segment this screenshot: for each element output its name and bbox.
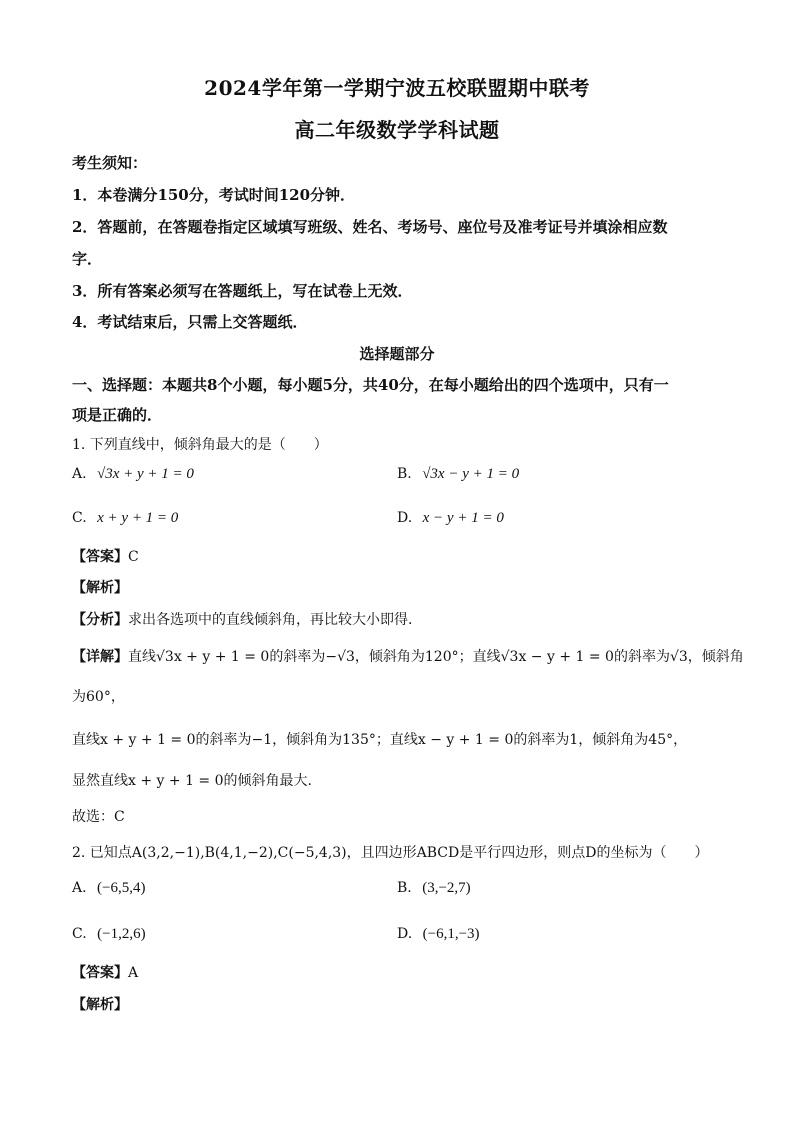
q2-answer-tag: 【答案】	[72, 965, 128, 981]
q1-option-d-label: D.	[397, 510, 413, 526]
q2-option-b-label: B.	[397, 880, 412, 896]
q1-stem: 1. 下列直线中，倾斜角最大的是（ ）	[72, 437, 328, 453]
q1-option-c-text: x + y + 1 = 0	[97, 510, 179, 526]
q1-detail-line-1	[72, 646, 744, 666]
q2-option-d	[397, 926, 480, 943]
q1-option-d-text: x − y + 1 = 0	[422, 510, 504, 526]
q1-conclusion: 故选：C	[72, 809, 125, 825]
notice-item-3: 3．所有答案必须写在答题纸上，写在试卷上无效．	[72, 282, 413, 300]
q1-fenxi-tag: 【分析】	[72, 612, 128, 628]
q2-stem: 2. 已知点A(3,2,−1),B(4,1,−2),C(−5,4,3)，且四边形ABCD是平行四边形，则点D的坐标为（ ）	[72, 845, 709, 861]
q1-option-a-text: √3x + y + 1 = 0	[97, 466, 194, 482]
q2-option-a-label: A.	[72, 880, 87, 896]
q1-detail-line-4: 显然直线x + y + 1 = 0的倾斜角最大.	[72, 773, 312, 789]
q1-detail-line-2: 为60°，	[72, 689, 125, 705]
q1-option-a-label: A.	[72, 466, 87, 482]
section-intro-line-1: 一、选择题：本题共8个小题，每小题5分，共40分，在每小题给出的四个选项中，只有一	[72, 376, 669, 394]
exam-subtitle: 高二年级数学学科试题	[294, 118, 500, 142]
q1-option-a	[72, 466, 194, 483]
q2-option-a-text: (−6,5,4)	[97, 880, 146, 896]
q2-option-d-text: (−6,1,−3)	[422, 926, 480, 942]
q2-option-a	[72, 880, 145, 897]
q1-analysis-tag: 【解析】	[72, 580, 128, 596]
q2-answer	[72, 962, 138, 982]
q2-option-c-text: (−1,2,6)	[97, 926, 146, 942]
q1-option-b	[397, 466, 519, 483]
notice-item-4: 4．考试结束后，只需上交答题纸．	[72, 313, 308, 331]
q1-detail-tag: 【详解】	[72, 649, 128, 665]
q1-option-b-label: B.	[397, 466, 412, 482]
q1-fenxi	[72, 609, 412, 629]
q1-fenxi-text: 求出各选项中的直线倾斜角，再比较大小即得.	[128, 612, 413, 628]
q2-option-c	[72, 926, 146, 943]
q1-detail-text-1: 直线√3x + y + 1 = 0的斜率为−√3，倾斜角为120°；直线√3x − y + 1 = 0的斜率为√3，倾斜角	[128, 649, 744, 665]
q1-option-c	[72, 510, 178, 527]
q2-option-c-label: C.	[72, 926, 87, 942]
q1-option-d	[397, 510, 504, 527]
notice-item-2-cont: 字．	[72, 250, 103, 268]
q2-option-d-label: D.	[397, 926, 413, 942]
q2-answer-value: A	[128, 965, 139, 981]
notice-heading: 考生须知：	[72, 154, 148, 172]
q1-option-c-label: C.	[72, 510, 87, 526]
exam-title: 2024学年第一学期宁波五校联盟期中联考	[204, 76, 590, 100]
q2-option-b-text: (3,−2,7)	[422, 880, 471, 896]
section-intro-line-2: 项是正确的．	[72, 406, 163, 424]
q2-option-b	[397, 880, 471, 897]
notice-item-1: 1．本卷满分150分，考试时间120分钟．	[72, 186, 356, 204]
q2-analysis-tag: 【解析】	[72, 997, 128, 1013]
q1-answer	[72, 546, 139, 566]
section-title: 选择题部分	[359, 345, 435, 363]
notice-item-2: 2．答题前，在答题卷指定区域填写班级、姓名、考场号、座位号及准考证号并填涂相应数	[72, 218, 668, 236]
q1-option-b-text: √3x − y + 1 = 0	[422, 466, 520, 482]
q1-detail-line-3: 直线x + y + 1 = 0的斜率为−1，倾斜角为135°；直线x − y + 1 = 0的斜率为1，倾斜角为45°，	[72, 732, 688, 748]
q1-answer-value: C	[128, 549, 139, 565]
q1-answer-tag: 【答案】	[72, 549, 128, 565]
